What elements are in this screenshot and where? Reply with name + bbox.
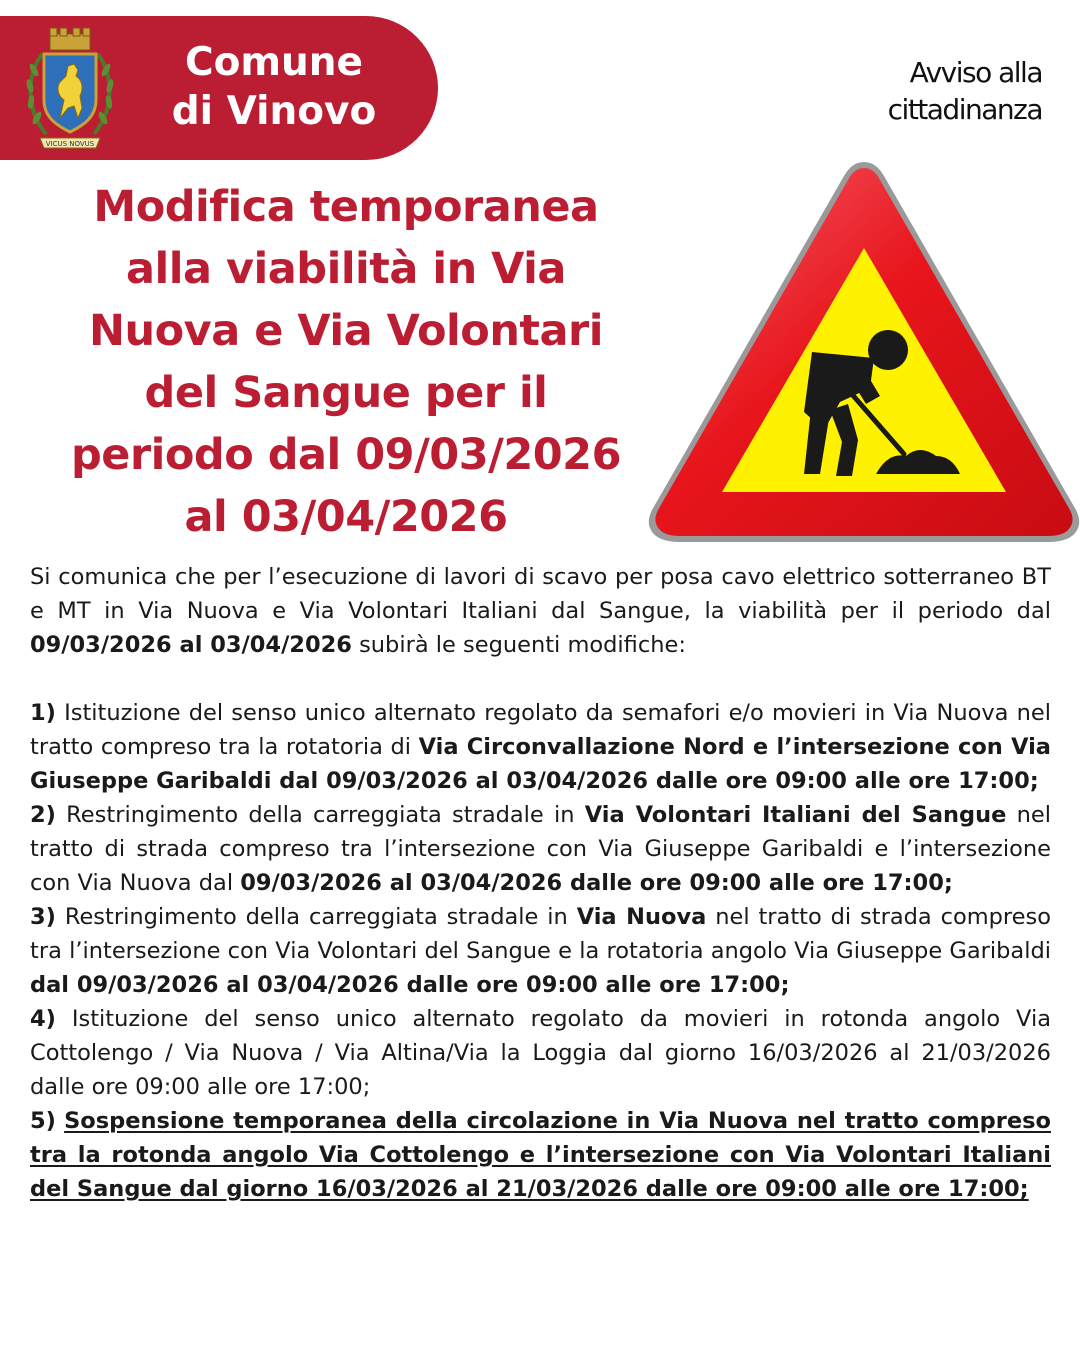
item-number: 2)	[30, 802, 56, 828]
municipality-name-line1: Comune	[184, 40, 364, 85]
title-line: alla viabilità in Via	[126, 244, 566, 294]
intro-text-end: subirà le seguenti modifiche:	[351, 632, 686, 658]
page-title	[36, 176, 656, 548]
intro-paragraph	[30, 560, 1051, 662]
item-bold-text: 09/03/2026 al 03/04/2026 dalle ore 09:00 alle ore 17:00;	[240, 870, 953, 896]
item-text: nel tratto di strada compreso tra l’intersezione con Via Giuseppe Garibaldi e l’intersezione con Via Nuova dal	[30, 802, 1051, 896]
item-text: Restringimento della carreggiata stradale in	[55, 904, 577, 930]
item-text: Istituzione del senso unico alternato regolato da movieri in rotonda angolo Via Cottolengo / Via Nuova / Via Altina/Via la Loggia dal giorno 16/03/2026 al 21/03/2026 dalle ore 09:00 alle ore 17:00;	[30, 1006, 1051, 1100]
municipality-name	[140, 38, 408, 136]
title-line: Nuova e Via Volontari	[89, 306, 603, 356]
list-item	[30, 798, 1051, 900]
municipal-crest-icon	[22, 26, 118, 154]
paragraph-spacer	[30, 662, 1051, 696]
intro-period: 09/03/2026 al 03/04/2026	[30, 632, 352, 658]
notice-label-line1: Avviso alla	[909, 56, 1042, 89]
title-line: del Sangue per il	[144, 368, 548, 418]
item-number: 1)	[30, 700, 56, 726]
list-item	[30, 1002, 1051, 1104]
notice-label	[888, 54, 1042, 128]
item-bold-text: Via Circonvallazione Nord e l’intersezione con Via Giuseppe Garibaldi dal 09/03/2026 al 03/04/2026 dalle ore 09:00 alle ore 17:00;	[30, 734, 1051, 794]
list-item	[30, 900, 1051, 1002]
item-number: 4)	[30, 1006, 56, 1032]
municipality-name-line2: di Vinovo	[171, 89, 377, 134]
crest-motto: VICUS NOVUS	[45, 140, 95, 148]
item-bold-text: Via Volontari Italiani del Sangue	[584, 802, 1007, 828]
municipality-banner	[0, 16, 438, 160]
item-underlined-text: Sospensione temporanea della circolazione in Via Nuova nel tratto compreso tra la rotonda angolo Via Cottolengo e l’intersezione con Via Volontari Italiani del Sangue dal giorno 16/03/2026 al 21/03/2026 dalle ore 09:00 alle ore 17:00;	[30, 1108, 1051, 1202]
title-line: periodo dal 09/03/2026	[71, 430, 621, 480]
item-text: Restringimento della carreggiata stradale in	[55, 802, 585, 828]
item-bold-text: dal 09/03/2026 al 03/04/2026 dalle ore 09:00 alle ore 17:00;	[30, 972, 790, 998]
intro-text: Si comunica che per l’esecuzione di lavori di scavo per posa cavo elettrico sotterraneo BT e MT in Via Nuova e Via Volontari Italiani dal Sangue, la viabilità per il periodo dal	[30, 564, 1051, 624]
notice-label-line2: cittadinanza	[887, 93, 1042, 126]
roadworks-warning-icon	[644, 156, 1080, 548]
item-bold-text: Via Nuova	[576, 904, 707, 930]
item-number: 5)	[30, 1108, 56, 1134]
title-line: Modifica temporanea	[93, 182, 599, 232]
title-line: al 03/04/2026	[184, 492, 508, 542]
item-number: 3)	[30, 904, 56, 930]
list-item	[30, 1104, 1051, 1206]
notice-body	[30, 560, 1051, 1206]
item-text: Istituzione del senso unico alternato regolato da semafori e/o movieri in Via Nuova nel tratto compreso tra la rotatoria di	[30, 700, 1051, 760]
list-item	[30, 696, 1051, 798]
item-text: nel tratto di strada compreso tra l’intersezione con Via Volontari del Sangue e la rotatoria angolo Via Giuseppe Garibaldi	[30, 904, 1051, 964]
